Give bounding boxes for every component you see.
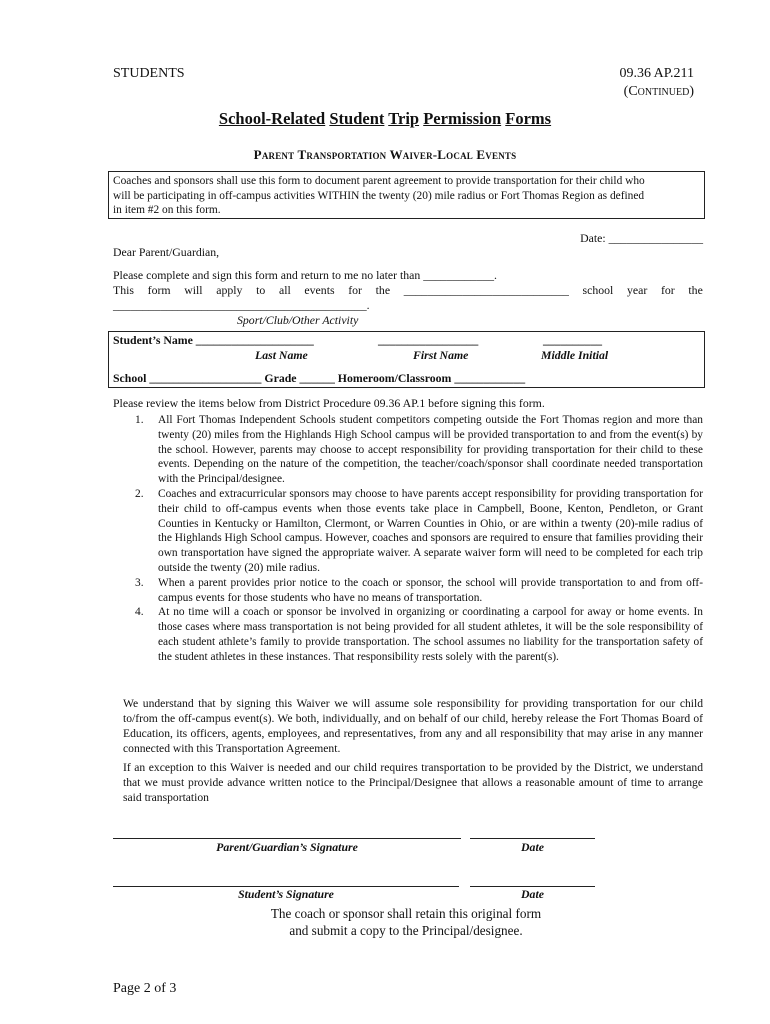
activity-caption: Sport/Club/Other Activity — [237, 313, 359, 327]
instruction-word: for — [660, 283, 675, 297]
list-item — [130, 413, 703, 487]
intro-line: in item #2 on this form. — [113, 204, 221, 216]
instruction-word: apply — [216, 283, 243, 297]
first-name-field[interactable]: _________________ — [378, 333, 479, 347]
middle-initial-caption: Middle Initial — [541, 348, 609, 362]
instruction-word: the — [688, 283, 703, 297]
instruction-word: all — [278, 283, 291, 297]
student-signature-label: Student’s Signature — [238, 887, 334, 901]
student-date-line[interactable] — [470, 874, 595, 887]
list-item — [130, 605, 703, 664]
date-field[interactable]: Date: ________________ — [580, 231, 703, 245]
parent-date-line[interactable] — [470, 826, 595, 839]
instruction-word: year — [627, 283, 648, 297]
intro-line: Coaches and sponsors shall use this form to document parent agreement to provide transportation for their child who — [113, 175, 645, 187]
parent-signature-label: Parent/Guardian’s Signature — [216, 840, 358, 854]
last-name-caption: Last Name — [255, 348, 308, 362]
title-word: Permission — [423, 109, 502, 128]
instruction-word: to — [256, 283, 266, 297]
activity-field[interactable]: ___________________________________________. — [113, 298, 370, 312]
parent-date-label: Date — [521, 840, 544, 854]
waiver-agreement-paragraph: We understand that by signing this Waiver we will assume sole responsibility for providing transportation for our child to/from the off-campus event(s). We both, individually, and on behalf of our child, hereby release the Fort Thomas Board of Education, its officers, agents, employees, and representatives, from any and all responsibility that may arise in any manner connected with this Transportation Agreement. — [123, 697, 703, 755]
retention-note-line1: The coach or sponsor shall retain this original form — [270, 906, 542, 921]
item-number: 1. — [135, 414, 144, 426]
instruction-word: will — [184, 283, 203, 297]
student-date-label: Date — [521, 887, 544, 901]
intro-line: will be participating in off-campus activities WITHIN the twenty (20) mile radius or Fort Thomas Region as defined — [113, 189, 645, 202]
retention-note-line2: and submit a copy to the Principal/designee. — [289, 923, 523, 938]
review-instruction: Please review the items below from District Procedure 09.36 AP.1 before signing this form. — [113, 396, 545, 410]
greeting: Dear Parent/Guardian, — [113, 245, 220, 259]
page-title — [0, 109, 770, 129]
item-number: 3. — [135, 576, 144, 589]
first-name-caption: First Name — [413, 348, 469, 362]
student-signature-line[interactable] — [113, 874, 459, 887]
instruction-word: the — [375, 283, 391, 297]
intro-text — [113, 174, 703, 218]
item-text: When a parent provides prior notice to the coach or sponsor, the school will provide transportation to and from off-campus events for those students who have no means of transportation. — [158, 576, 703, 604]
list-item — [130, 487, 703, 576]
title-word: Trip — [388, 109, 420, 128]
instruction-word: for — [348, 283, 362, 297]
instruction-word: form — [147, 283, 171, 297]
title-word: Student — [329, 109, 385, 128]
student-name-field[interactable]: Student’s Name ____________________ — [113, 333, 314, 347]
title-word: School-Related — [218, 109, 326, 128]
header-continued-note: (Continued) — [623, 84, 694, 99]
school-grade-homeroom-row[interactable]: School ___________________ Grade ______ Homeroom/Classroom ____________ — [113, 371, 526, 385]
header-section-label: STUDENTS — [113, 66, 185, 81]
item-text: All Fort Thomas Independent Schools student competitors competing outside the Fort Thomas region and more than twenty (20) miles from the Highlands High School campus will be provided transportation to and from the event(s) by the school. However, parents may choose to accept responsibility for providing transportation for their child to these events. Depending on the nature of the competition, the teacher/coach/sponsor shall coordinate needed transportation with the Principal/designee. — [158, 414, 703, 486]
header-policy-code: 09.36 AP.211 — [619, 66, 694, 81]
middle-initial-field[interactable]: __________ — [543, 333, 602, 347]
procedure-items-list — [130, 413, 703, 665]
list-item — [130, 576, 703, 606]
instruction-word: school — [582, 283, 614, 297]
item-text: At no time will a coach or sponsor be involved in organizing or coordinating a carpool for away or home events. In those cases where mass transportation is not being provided for all student athletes, it will be the sole responsibility of each student athlete’s family to provide transportation. The school assumes no liability for the transportation safety of the student athletes in these instances. That responsibility rests solely with the parent(s). — [158, 606, 703, 663]
page-number: Page 2 of 3 — [113, 981, 177, 996]
instruction-word: This — [113, 283, 134, 297]
instruction-return-by: Please complete and sign this form and return to me no later than ____________. — [113, 268, 497, 282]
parent-signature-line[interactable] — [113, 826, 461, 839]
item-number: 4. — [135, 606, 144, 619]
page-subtitle: Parent Transportation Waiver-Local Events — [253, 147, 517, 162]
item-text: Coaches and extracurricular sponsors may choose to have parents accept responsibility for providing transportation for their child to off-campus events when those events take place in Campbell, Boone, Kenton, Pendleton, or Grant Counties in Kentucky or Hamilton, Clermont, or Warren Counties in Ohio, or are within a twenty (20)-mile radius of the Highlands High School campus. However, coaches and sponsors are required to ensure that families providing their own transportation have signed the appropriate waiver. A separate waiver form will need to be completed for each trip outside the twenty (20) mile radius. — [158, 487, 703, 574]
instruction-applies-to — [113, 283, 703, 298]
school-year-field[interactable]: ____________________________ — [403, 283, 569, 297]
item-number: 2. — [135, 487, 144, 500]
exception-paragraph: If an exception to this Waiver is needed and our child requires transportation to be provided by the District, we understand that we must provide advance written notice to the Principal/Designee that allows a reasonable amount of time to arrange said transportation — [123, 761, 703, 804]
title-word: Forms — [505, 109, 552, 128]
instruction-word: events — [304, 283, 335, 297]
